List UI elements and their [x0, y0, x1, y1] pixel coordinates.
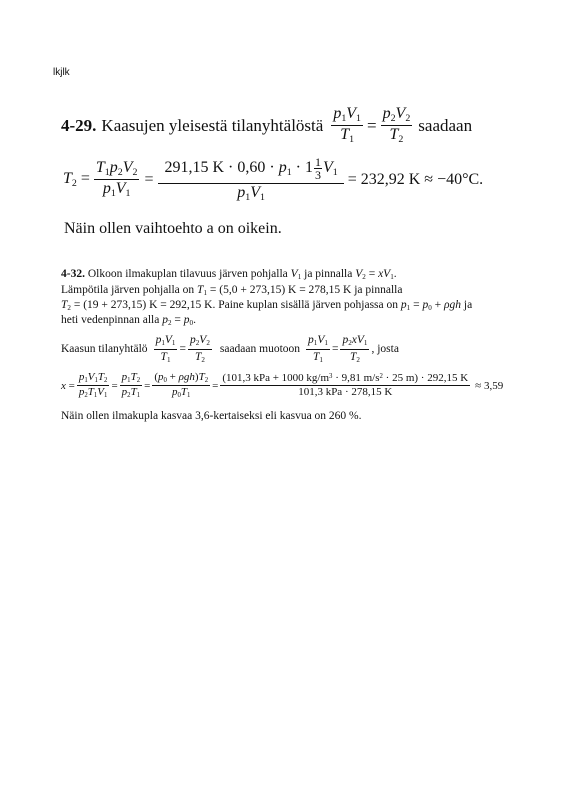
problem-4-32-line-5: Kaasun tilanyhtälö $\frac{p_1V_1}{T_1}$ = $\frac{p_2V_2}{T_2}$ saadaan muotoon $\frac{p_1V_1}{T_1}$ = $\frac{p_2xV_1}{T_2}$ , josta: [61, 334, 399, 364]
t2-result: = 232,92 K ≈ −40°C.: [347, 170, 484, 188]
saadaan-muotoon-label: saadaan muotoon: [219, 343, 301, 356]
final-result: ≈ 3,59: [475, 379, 504, 392]
problem-4-32-number: 4-32.: [61, 268, 85, 280]
gas-law-rhs-fraction: $\frac{p_2V_2}{T_2}$: [382, 105, 411, 146]
t2-equation: $T_2$ = $\frac{T_1p_2V_2}{p_1V_1}$ = 291,15 $K \cdot 0,60 \cdot p_1 \cdot 1$ $\frac{1}{3}$ $V_1$ $p_1V_1$ = 232,92 K ≈ −40°C.: [63, 155, 484, 203]
problem-4-29-intro: Kaasujen yleisestä tilanyhtälöstä: [101, 115, 324, 135]
problem-4-32-line-2: Lämpötila järven pohjalla on $T_1 = (5,0 + 273,15) K = 278,15$ K ja pinnalla: [61, 284, 403, 298]
gas-law-lhs-fraction: $\frac{p_1V_1}{T_1}$: [333, 105, 361, 146]
saadaan-text: saadaan: [418, 115, 473, 135]
t2-fraction-2: 291,15 $K \cdot 0,60 \cdot p_1 \cdot 1$ $\frac{1}{3}$ $V_1$ $p_1V_1$: [158, 156, 343, 203]
problem-4-32-line-4: heti vedenpinnan alla $p_2 = p_0$.: [61, 314, 196, 328]
problem-4-32-line-1: 4-32. Olkoon ilmakuplan tilavuus järven pohjalla $V_1$ ja pinnalla $V_2 = xV_1$.: [61, 268, 397, 282]
kaasun-tilanyhtalo-label: Kaasun tilanyhtälö: [61, 343, 148, 356]
josta-label: , josta: [371, 343, 399, 356]
x-formula: x = $\frac{p_1V_1T_2}{p_2T_1V_1}$ = $\frac{p_1T_2}{p_2T_1}$ = $\frac{(p_0 + \rho gh)T_2}{p_0T_1}$ = $\frac{(101,3 kPa + 1000 kg/m^3 \cdot 9,81 m/s^2 \cdot 25 m) \cdot 292,15 K}{\text{101,3 kPa · 278,15 K}}$ ≈ 3,59: [61, 371, 504, 400]
problem-4-29-conclusion: Näin ollen vaihtoehto a on oikein.: [64, 220, 282, 237]
problem-4-32-conclusion: Näin ollen ilmakupla kasvaa 3,6-kertaiseksi eli kasvua on 260 %.: [61, 410, 362, 422]
final-formula-denominator: 101,3 kPa · 278,15 K: [298, 386, 393, 399]
problem-4-29-number: 4-29.: [61, 115, 97, 135]
header-note: lkjlk: [53, 67, 70, 78]
t2-fraction-1: $\frac{T_1p_2V_2}{p_1V_1}$: [95, 158, 138, 200]
problem-4-32-line-3: $T_2 = (19 + 273,15) K = 292,15$ K. Paine kuplan sisällä järven pohjassa on $p_1 = p_0 + \rho gh$ ja: [61, 299, 473, 313]
problem-4-29-heading: 4-29. Kaasujen yleisestä tilanyhtälöstä $\frac{p_1V_1}{T_1}$ = $\frac{p_2V_2}{T_2}$ saadaan: [61, 105, 473, 146]
